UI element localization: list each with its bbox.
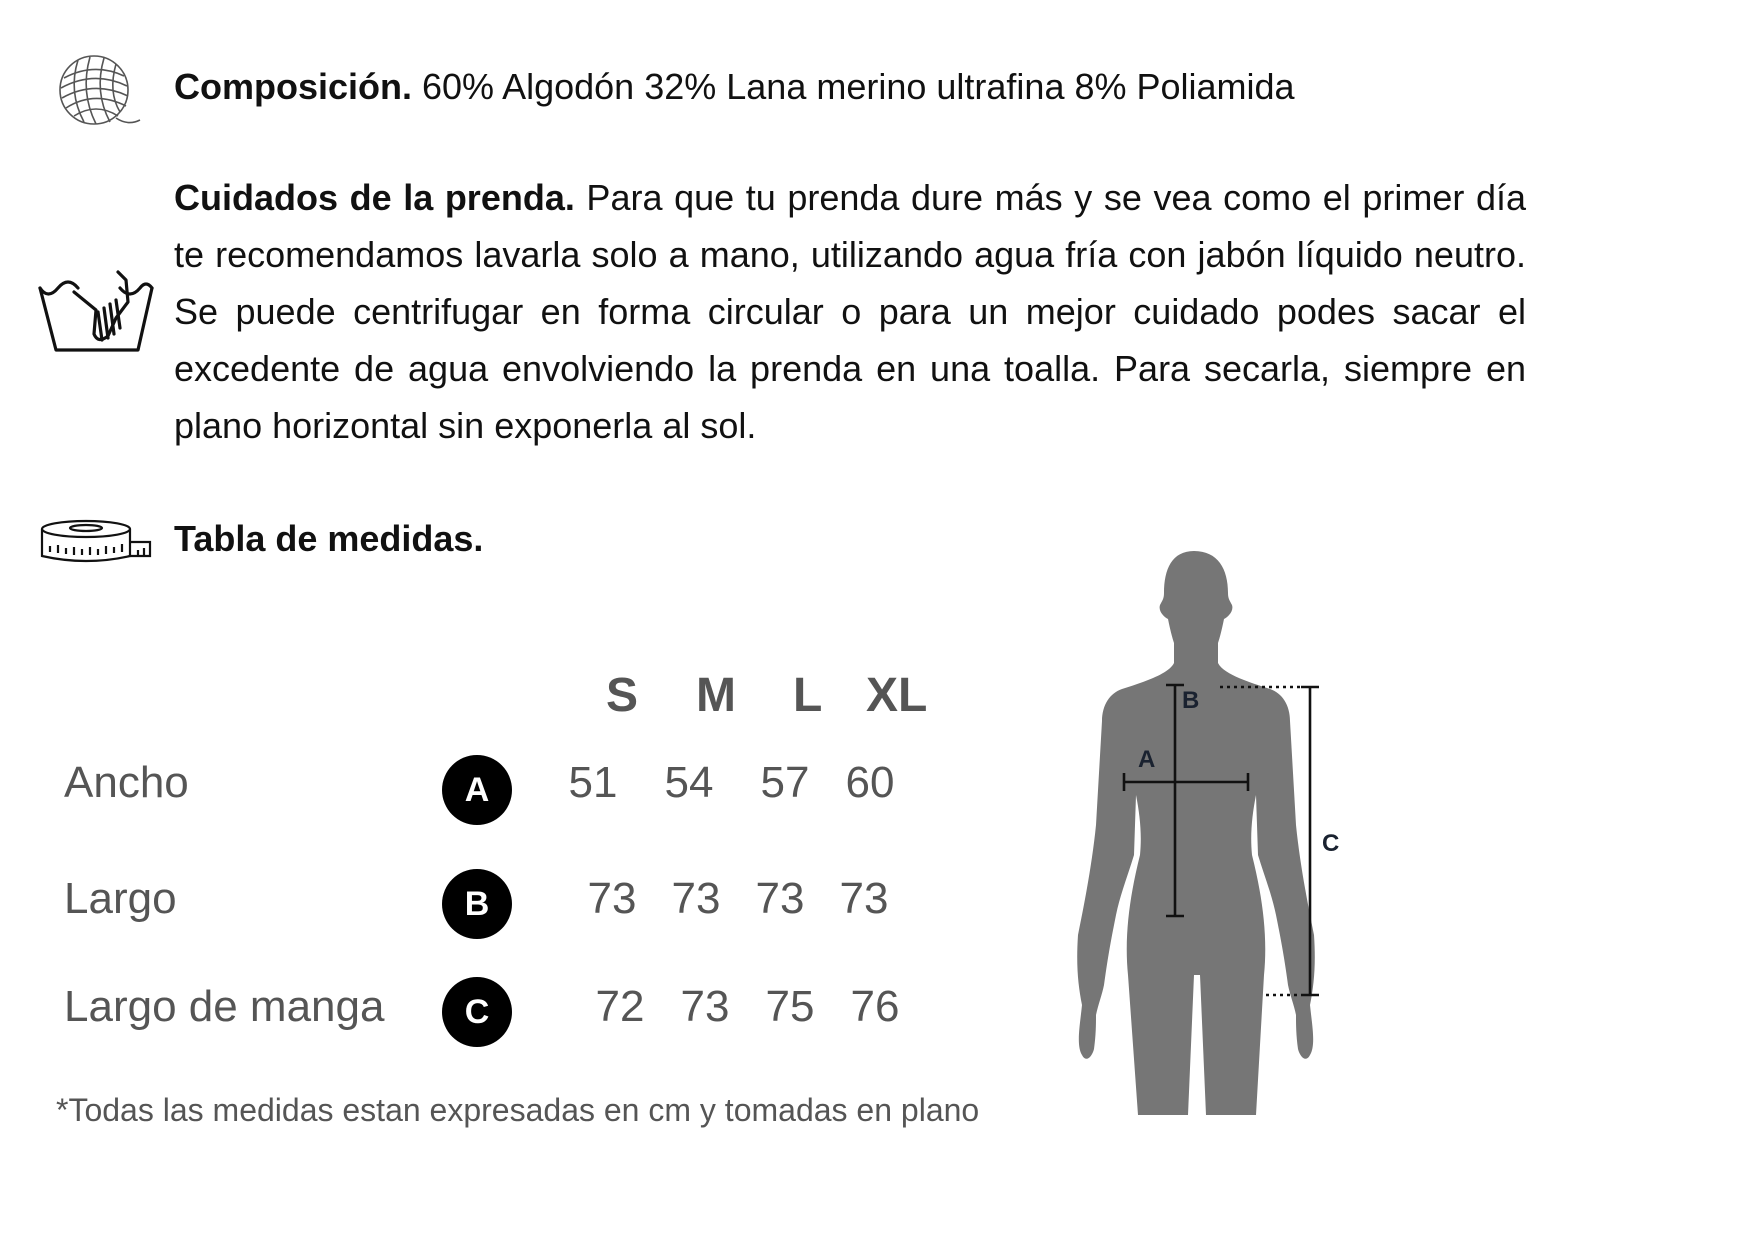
value-manga-l: 75: [765, 982, 815, 1031]
care-text: Para que tu prenda dure más y se vea como el primer día te recomendamos lavarla solo a mano, utilizando agua fría con jabón líquido neutro. Se puede centrifugar en forma circular o para un mejor cuidado podes sacar el excedente de agua envolviendo la prenda en una toalla. Para secarla, siempre en plano horizontal sin exponerla al sol.: [174, 177, 1526, 446]
value-manga-xl: 76: [850, 982, 900, 1031]
size-header-l: L: [793, 669, 823, 722]
value-largo-xl: 73: [839, 874, 889, 923]
footnote: *Todas las medidas estan expresadas en cm y tomadas en plano: [56, 1092, 980, 1128]
figure-label-c: C: [1322, 830, 1340, 857]
row-label-ancho: Ancho: [64, 758, 189, 807]
body-silhouette-figure: [1060, 545, 1360, 1125]
value-manga-m: 73: [680, 982, 730, 1031]
composition-line: [174, 58, 1474, 115]
value-ancho-s: 51: [568, 758, 618, 807]
care-paragraph: [174, 169, 1526, 454]
row-label-largo-de-manga: Largo de manga: [64, 982, 385, 1031]
badge-b: B: [442, 869, 512, 939]
figure-label-b: B: [1182, 687, 1200, 714]
care-label: Cuidados de la prenda.: [174, 177, 575, 218]
value-largo-l: 73: [755, 874, 805, 923]
badge-c: C: [442, 977, 512, 1047]
badge-a: A: [442, 755, 512, 825]
size-table-title: Tabla de medidas.: [174, 518, 484, 559]
composition-label: Composición.: [174, 66, 413, 107]
yarn-ball-icon: [54, 52, 142, 132]
value-largo-m: 73: [671, 874, 721, 923]
silhouette-body: [1077, 551, 1315, 1115]
composition-text: 60% Algodón 32% Lana merino ultrafina 8% Poliamida: [412, 66, 1295, 107]
value-ancho-l: 57: [760, 758, 810, 807]
figure-label-a: A: [1138, 746, 1156, 773]
size-header-m: M: [696, 669, 736, 722]
value-largo-s: 73: [587, 874, 637, 923]
size-header-xl: XL: [866, 669, 928, 722]
hand-wash-icon: [36, 270, 156, 354]
value-ancho-m: 54: [664, 758, 714, 807]
value-ancho-xl: 60: [845, 758, 895, 807]
row-label-largo: Largo: [64, 874, 177, 923]
measuring-tape-icon: [38, 518, 154, 566]
size-header-s: S: [606, 669, 639, 722]
value-manga-s: 72: [595, 982, 645, 1031]
